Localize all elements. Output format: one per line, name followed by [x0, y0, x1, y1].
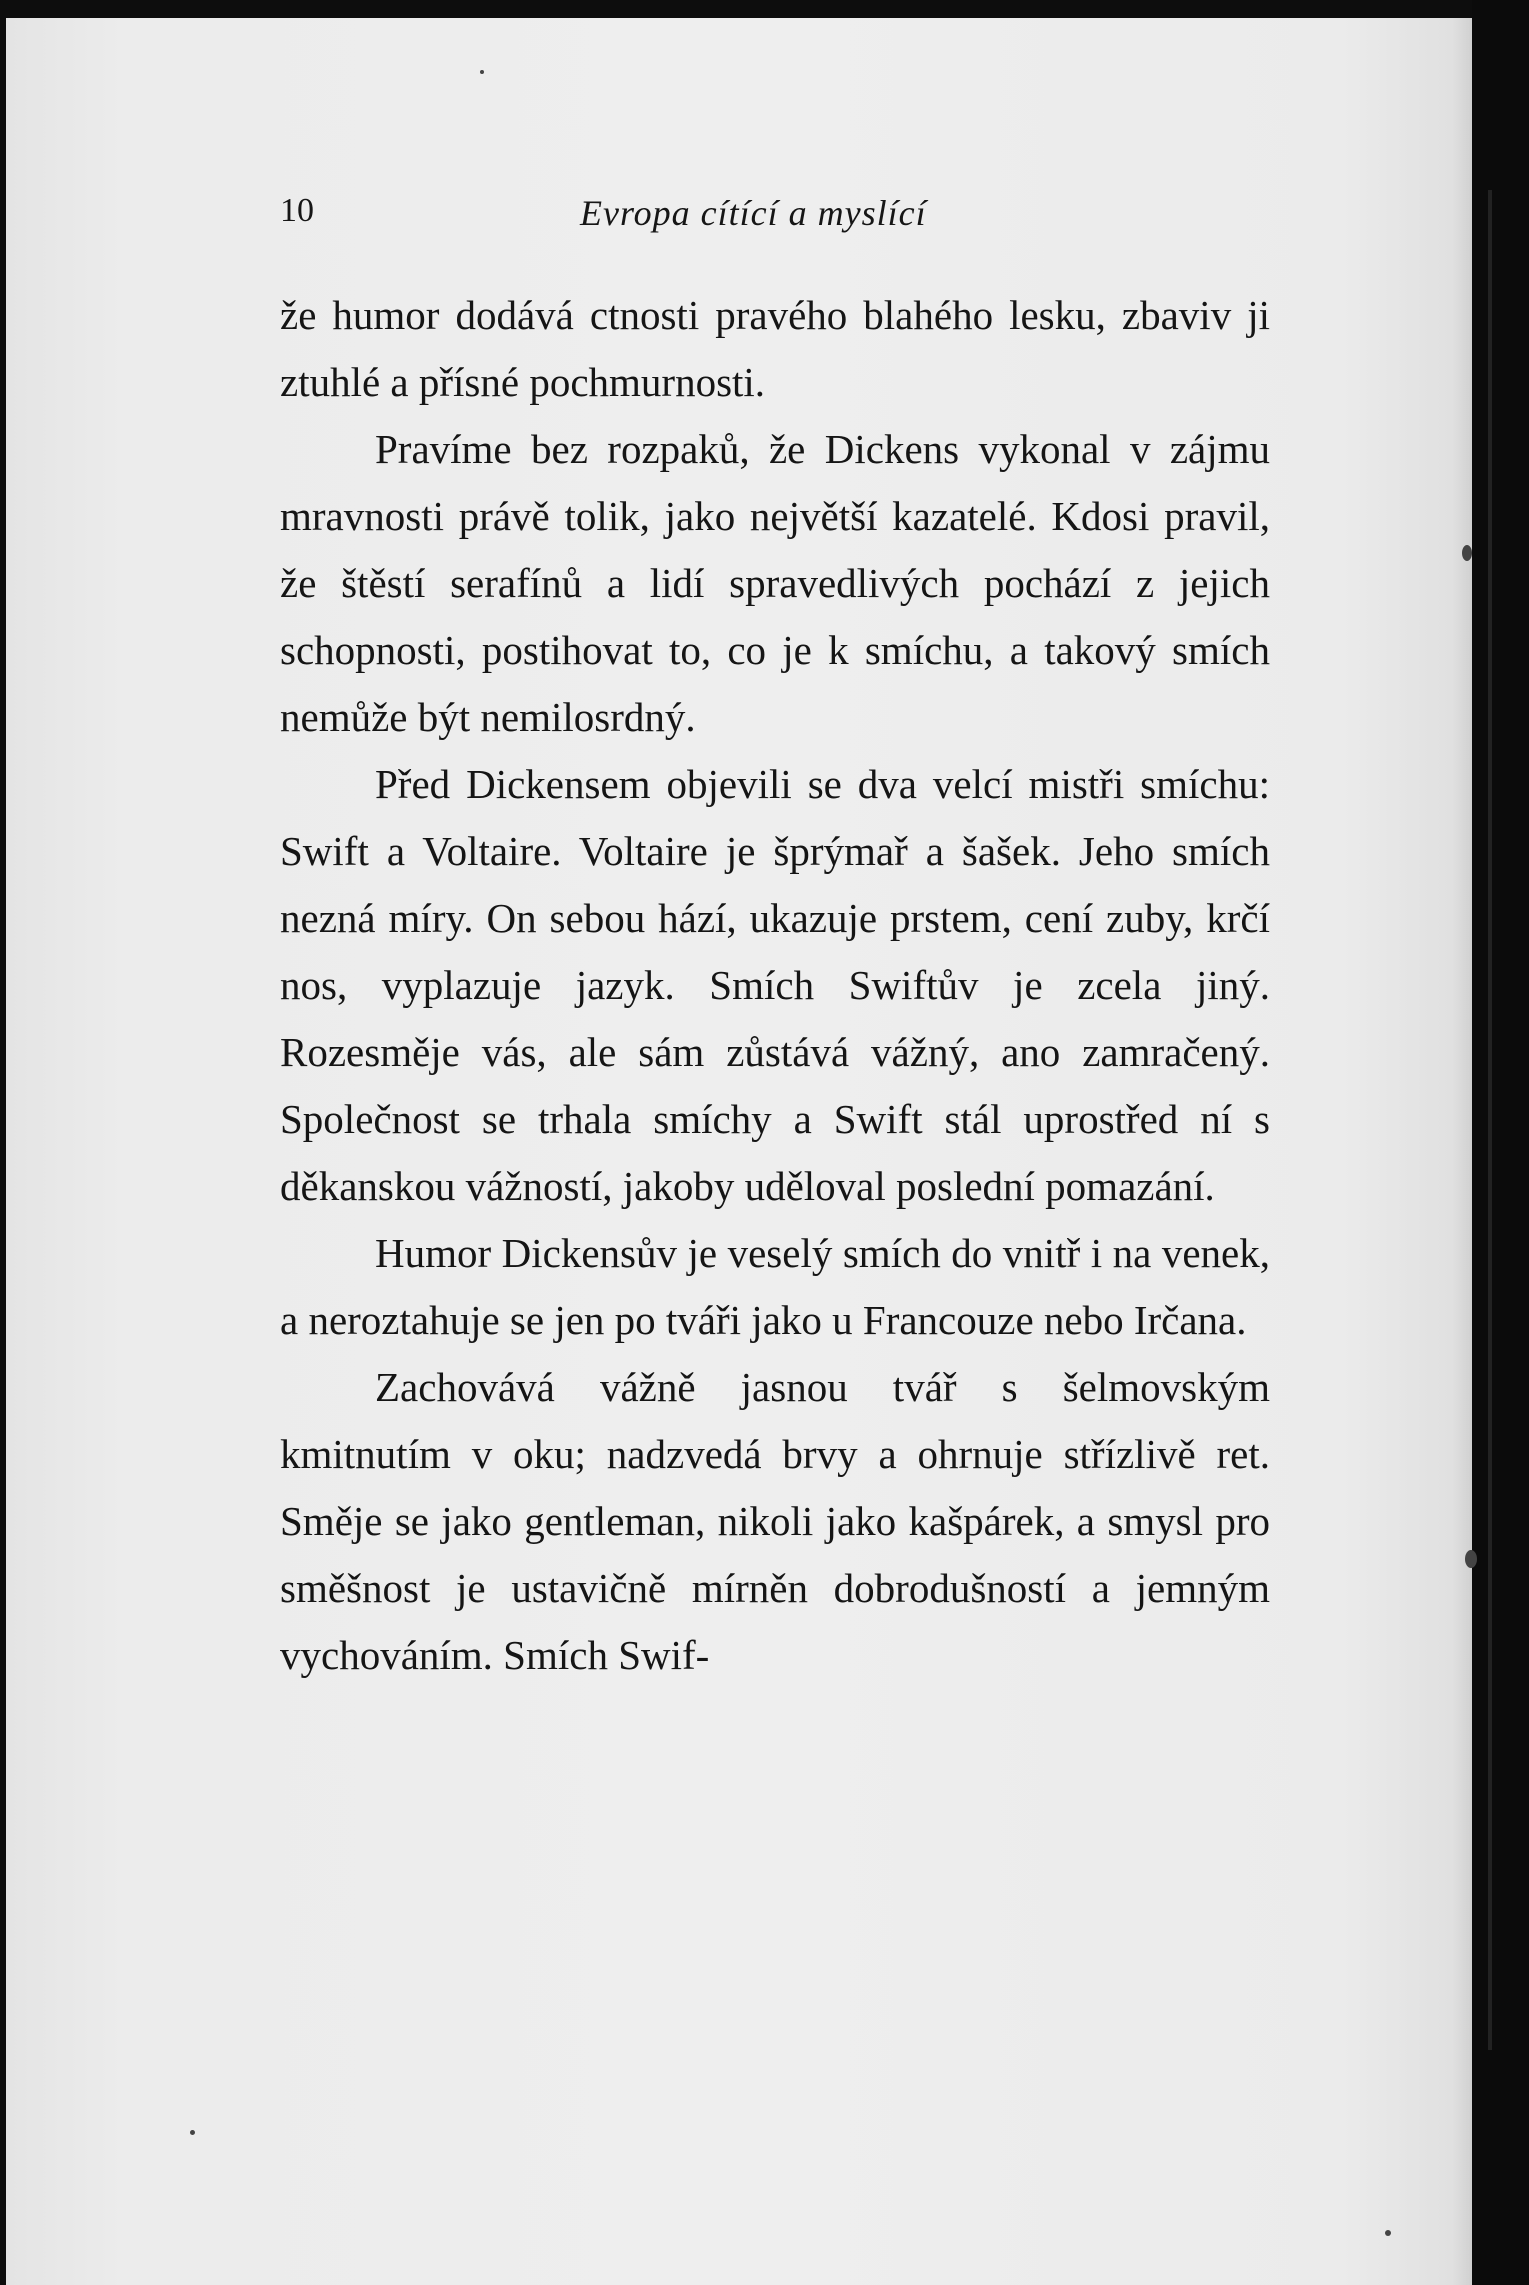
paragraph-2: Pravíme bez rozpaků, že Dickens vykonal v zájmu mravnosti právě tolik, jako největší kazatelé. Kdosi pravil, že štěstí serafínů a lidí spravedlivých pochází z jejich schopnosti, postihovat to, co je k smíchu, a takový smích nemůže být nemilosrdný.	[280, 426, 1270, 740]
scan-speck	[1462, 545, 1472, 561]
page-header	[280, 192, 1280, 242]
scan-speck	[1465, 1550, 1477, 1568]
paragraph-1: že humor dodává ctnosti pravého blahého lesku, zbaviv ji ztuhlé a přísné pochmurnosti.	[280, 292, 1270, 405]
page-number: 10	[280, 192, 314, 229]
scan-speck	[480, 70, 484, 74]
binding-line	[1488, 190, 1492, 2050]
scan-speck	[1385, 2230, 1391, 2236]
paragraph-4: Humor Dickensův je veselý smích do vnitř i na venek, a neroztahuje se jen po tváři jako u Francouze nebo Irčana.	[280, 1230, 1270, 1343]
paragraph-3: Před Dickensem objevili se dva velcí mistři smíchu: Swift a Voltaire. Voltaire je šprýmař a šašek. Jeho smích nezná míry. On sebou hází, ukazuje prstem, cení zuby, krčí nos, vyplazuje jazyk. Smích Swiftův je zcela jiný. Rozesměje vás, ale sám zůstává vážný, ano zamračený. Společnost se trhala smíchy a Swift stál uprostřed ní s děkanskou vážností, jakoby uděloval poslední pomazání.	[280, 761, 1270, 1209]
book-binding-edge	[1472, 0, 1529, 2285]
body-text	[280, 282, 1270, 1689]
scan-speck	[190, 2130, 195, 2135]
paragraph-5: Zachovává vážně jasnou tvář s šelmovským kmitnutím v oku; nadzvedá brvy a ohrnuje střízlivě ret. Směje se jako gentleman, nikoli jako kašpárek, a smysl pro směšnost je ustavičně mírněn dobrodušností a jemným vychováním. Smích Swif-	[280, 1364, 1270, 1678]
running-title: Evropa cítící a myslící	[580, 193, 927, 233]
